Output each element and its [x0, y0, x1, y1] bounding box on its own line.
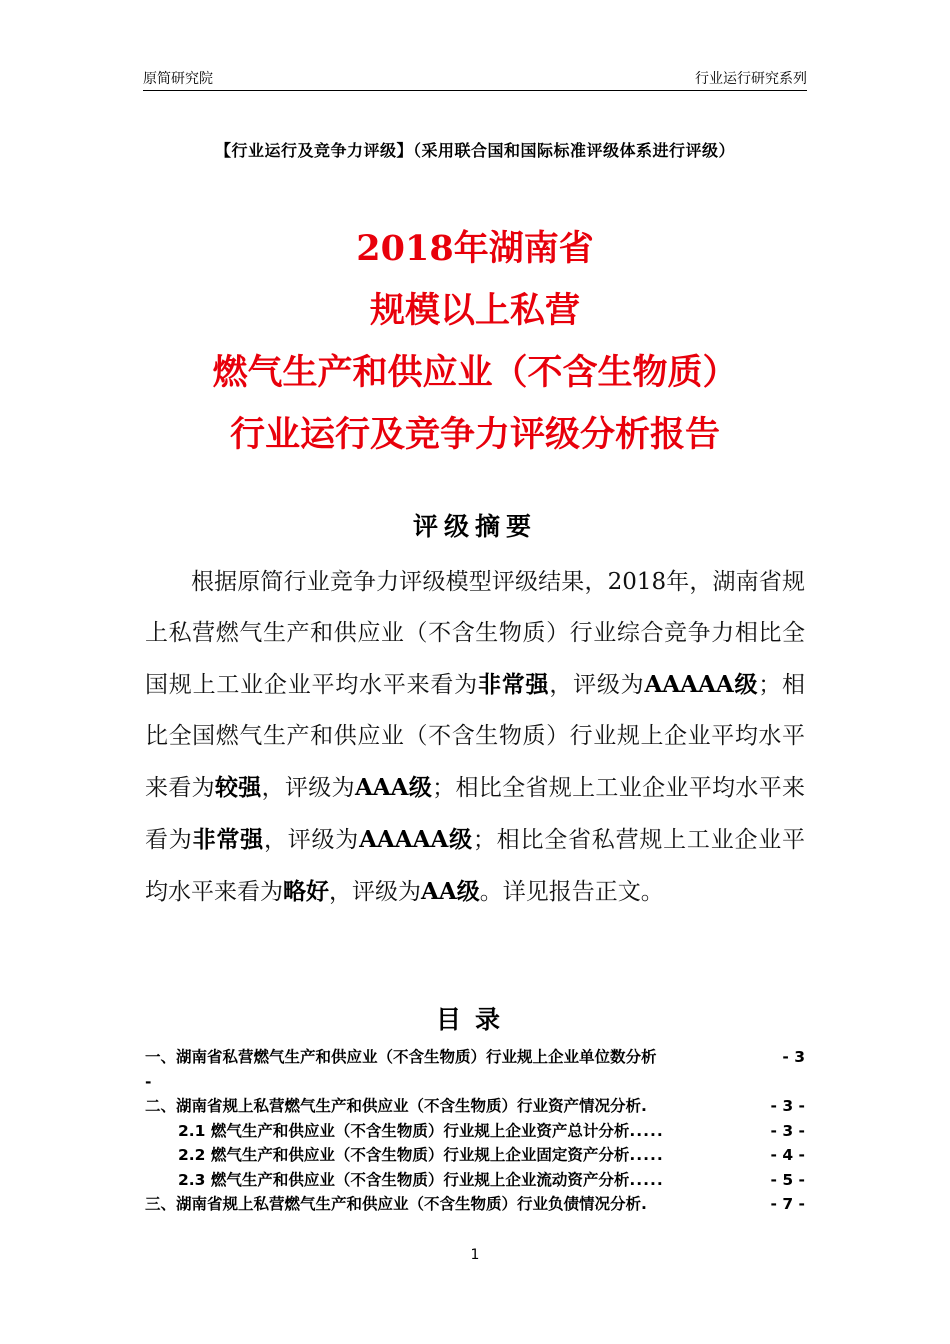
toc-entry-title: 二、湖南省规上私营燃气生产和供应业（不含生物质）行业资产情况分析: [145, 1097, 642, 1115]
toc-leader: [657, 1045, 783, 1070]
toc-leader: .....: [629, 1121, 664, 1140]
summary-text: ，评级为: [261, 775, 355, 801]
title-line-2: 规模以上私营: [369, 290, 580, 331]
summary-highlight: AAAAA级: [644, 671, 759, 698]
summary-highlight: AAAAA级: [359, 826, 473, 853]
toc-entry-title: 2.3 燃气生产和供应业（不含生物质）行业规上企业流动资产分析: [178, 1170, 630, 1189]
toc-leader: .....: [629, 1146, 664, 1164]
summary-paragraph: [145, 557, 805, 918]
summary-heading: 评级摘要: [412, 512, 537, 541]
table-of-contents: [145, 1045, 805, 1217]
summary-highlight: AAA级: [354, 774, 433, 801]
summary-text: ，评级为: [263, 827, 360, 853]
toc-leader: .....: [629, 1170, 664, 1189]
header-org: 原简研究院: [143, 71, 213, 87]
toc-page: - 3 -: [770, 1097, 805, 1115]
rating-tagline: 【行业运行及竞争力评级】（采用联合国和国际标准评级体系进行评级）: [214, 141, 735, 160]
page-header: [143, 66, 807, 91]
summary-highlight: 非常强: [477, 671, 550, 698]
toc-entry-title: -: [145, 1072, 152, 1091]
toc-subentry[interactable]: [145, 1143, 805, 1168]
toc-leader: .: [641, 1097, 648, 1115]
toc-page: - 3 -: [770, 1121, 805, 1140]
summary-highlight: 较强: [214, 774, 262, 801]
toc-entry-title: 2.1 燃气生产和供应业（不含生物质）行业规上企业资产总计分析: [178, 1121, 630, 1140]
toc-entry[interactable]: [145, 1045, 805, 1070]
toc-entry[interactable]: [145, 1094, 805, 1119]
toc-entry-title: 一、湖南省私营燃气生产和供应业（不含生物质）行业规上企业单位数分析: [145, 1048, 657, 1066]
toc-leader: [151, 1070, 805, 1095]
toc-entry-title: 三、湖南省规上私营燃气生产和供应业（不含生物质）行业负债情况分析: [145, 1195, 642, 1213]
toc-page: - 3: [782, 1048, 805, 1066]
header-series: 行业运行研究系列: [695, 71, 807, 87]
toc-entry[interactable]: [145, 1192, 805, 1217]
toc-entry-title: 2.2 燃气生产和供应业（不含生物质）行业规上企业固定资产分析: [178, 1146, 630, 1164]
summary-text: 。详见报告正文。: [479, 879, 664, 905]
summary-text: ，评级为: [549, 672, 645, 698]
summary-text: ；相比全省规上工业企业平均水平来看为: [145, 775, 806, 853]
summary-text: ；相比全省私营规上工业企业平均水平来看为: [145, 827, 806, 905]
toc-page: - 7 -: [770, 1195, 805, 1213]
toc-leader: .: [641, 1195, 648, 1213]
summary-highlight: AA级: [421, 878, 480, 905]
toc-entry-wrap: [145, 1070, 805, 1095]
title-line-4: 行业运行及竞争力评级分析报告: [229, 414, 720, 455]
toc-page: - 5 -: [770, 1170, 805, 1189]
summary-highlight: 略好: [283, 878, 329, 905]
title-line-3: 燃气生产和供应业（不含生物质）: [212, 352, 738, 393]
summary-highlight: 非常强: [192, 826, 264, 853]
toc-heading: 目录: [435, 1005, 514, 1034]
report-title: [0, 218, 950, 466]
title-line-1: 2018年湖南省: [356, 228, 594, 269]
summary-text: ；相比全国燃气生产和供应业（不含生物质）行业规上企业平均水平来看为: [145, 672, 806, 801]
toc-subentry[interactable]: [145, 1168, 805, 1193]
summary-text: 根据原简行业竞争力评级模型评级结果，2018年，湖南省规上私营燃气生产和供应业（不含生物质）行业综合竞争力相比全国规上工业企业平均水平来看为: [145, 569, 805, 698]
toc-subentry[interactable]: [145, 1119, 805, 1144]
toc-page: - 4 -: [770, 1146, 805, 1164]
summary-text: ，评级为: [329, 879, 421, 905]
page-number: 1: [470, 1247, 480, 1263]
